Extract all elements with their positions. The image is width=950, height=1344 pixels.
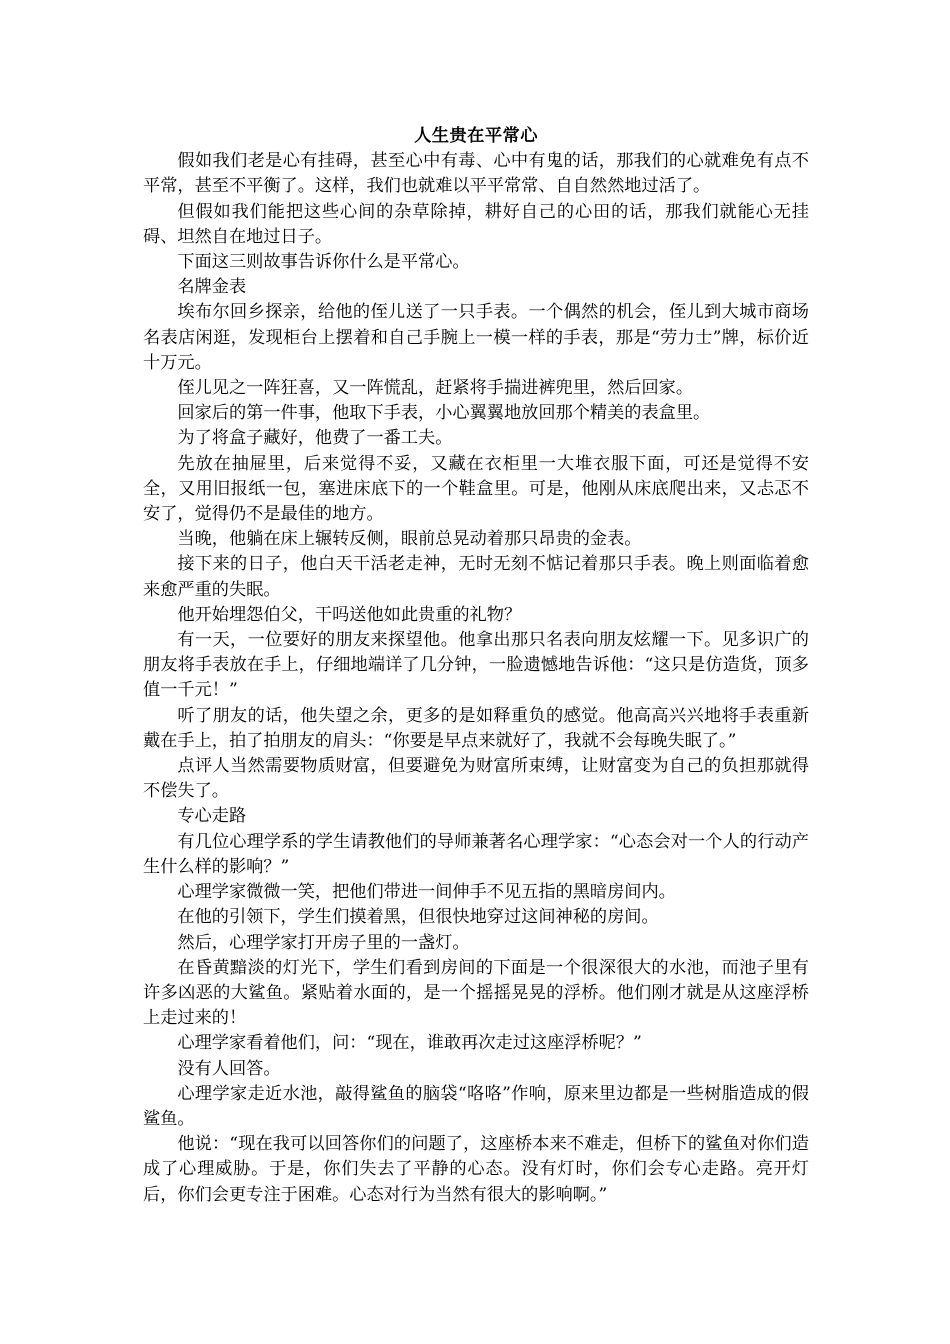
paragraph: 然后，心理学家打开房子里的一盏灯。 <box>177 932 470 953</box>
paragraph: 有几位心理学系的学生请教他们的导师兼著名心理学家：“心态会对一个人的行动产生什么样的影响？” <box>143 831 809 877</box>
paragraph: 点评人当然需要物质财富，但要避免为财富所束缚，让财富变为自己的负担那就得不偿失了。 <box>143 756 809 802</box>
paragraph: 他开始埋怨伯父，干吗送他如此贵重的礼物？ <box>177 604 522 625</box>
paragraph: 当晚，他躺在床上辗转反侧，眼前总晃动着那只昂贵的金表。 <box>177 529 642 550</box>
paragraph: 在昏黄黯淡的灯光下，学生们看到房间的下面是一个很深很大的水池，而池子里有许多凶恶的大鲨鱼。紧贴着水面的，是一个摇摇晃晃的浮桥。他们刚才就是从这座浮桥上走过来的！ <box>143 957 809 1029</box>
paragraph: 接下来的日子，他白天干活老走神，无时无刻不惦记着那只手表。晚上则面临着愈来愈严重的失眠。 <box>143 554 809 600</box>
paragraph: 但假如我们能把这些心间的杂草除掉，耕好自己的心田的话，那我们就能心无挂碍、坦然自在地过日子。 <box>143 201 809 247</box>
paragraph: 为了将盒子藏好，他费了一番工夫。 <box>177 428 453 449</box>
paragraph: 心理学家看着他们，问：“现在，谁敢再次走过这座浮桥呢？” <box>177 1033 642 1054</box>
document-title: 人生贵在平常心 <box>414 126 538 146</box>
paragraph: 心理学家微微一笑，把他们带进一间伸手不见五指的黑暗房间内。 <box>177 882 676 903</box>
paragraph: 假如我们老是心有挂碍，甚至心中有毒、心中有鬼的话，那我们的心就难免有点不平常，甚至不平衡了。这样，我们也就难以平平常常、自自然然地过活了。 <box>143 151 809 197</box>
paragraph: 没有人回答。 <box>177 1058 281 1079</box>
paragraph: 在他的引领下，学生们摸着黑，但很快地穿过这间神秘的房间。 <box>177 907 659 928</box>
paragraph: 埃布尔回乡探亲，给他的侄儿送了一只手表。一个偶然的机会，侄儿到大城市商场名表店闲逛，发现柜台上摆着和自己手腕上一模一样的手表，那是“劳力士”牌，标价近十万元。 <box>143 302 809 373</box>
section-heading: 名牌金表 <box>177 277 247 298</box>
paragraph: 侄儿见之一阵狂喜，又一阵慌乱，赶紧将手揣进裤兜里，然后回家。 <box>177 378 694 399</box>
section-heading: 专心走路 <box>177 806 247 827</box>
paragraph: 回家后的第一件事，他取下手表，小心翼翼地放回那个精美的表盒里。 <box>177 403 711 424</box>
paragraph: 他说：“现在我可以回答你们的问题了，这座桥本来不难走，但桥下的鲨鱼对你们造成了心理威胁。于是，你们失去了平静的心态。没有灯时，你们会专心走路。亮开灯后，你们会更专注于困难。心态对行为当然有很大的影响啊。” <box>143 1134 809 1205</box>
paragraph: 下面这三则故事告诉你什么是平常心。 <box>177 252 470 273</box>
paragraph: 先放在抽屉里，后来觉得不妥，又藏在衣柜里一大堆衣服下面，可还是觉得不安全，又用旧报纸一包，塞进床底下的一个鞋盒里。可是，他刚从床底爬出来，又忐忑不安了，觉得仍不是最佳的地方。 <box>143 453 809 525</box>
paragraph: 心理学家走近水池，敲得鲨鱼的脑袋“咯咯”作响，原来里边都是一些树脂造成的假鲨鱼。 <box>143 1083 809 1129</box>
paragraph: 听了朋友的话，他失望之余，更多的是如释重负的感觉。他高高兴兴地将手表重新戴在手上，拍了拍朋友的肩头：“你要是早点来就好了，我就不会每晚失眠了。” <box>143 705 809 751</box>
document-page <box>143 124 809 1208</box>
paragraph: 有一天，一位要好的朋友来探望他。他拿出那只名表向朋友炫耀一下。见多识广的朋友将手表放在手上，仔细地端详了几分钟，一脸遗憾地告诉他：“这只是仿造货，顶多值一千元！” <box>143 630 809 701</box>
